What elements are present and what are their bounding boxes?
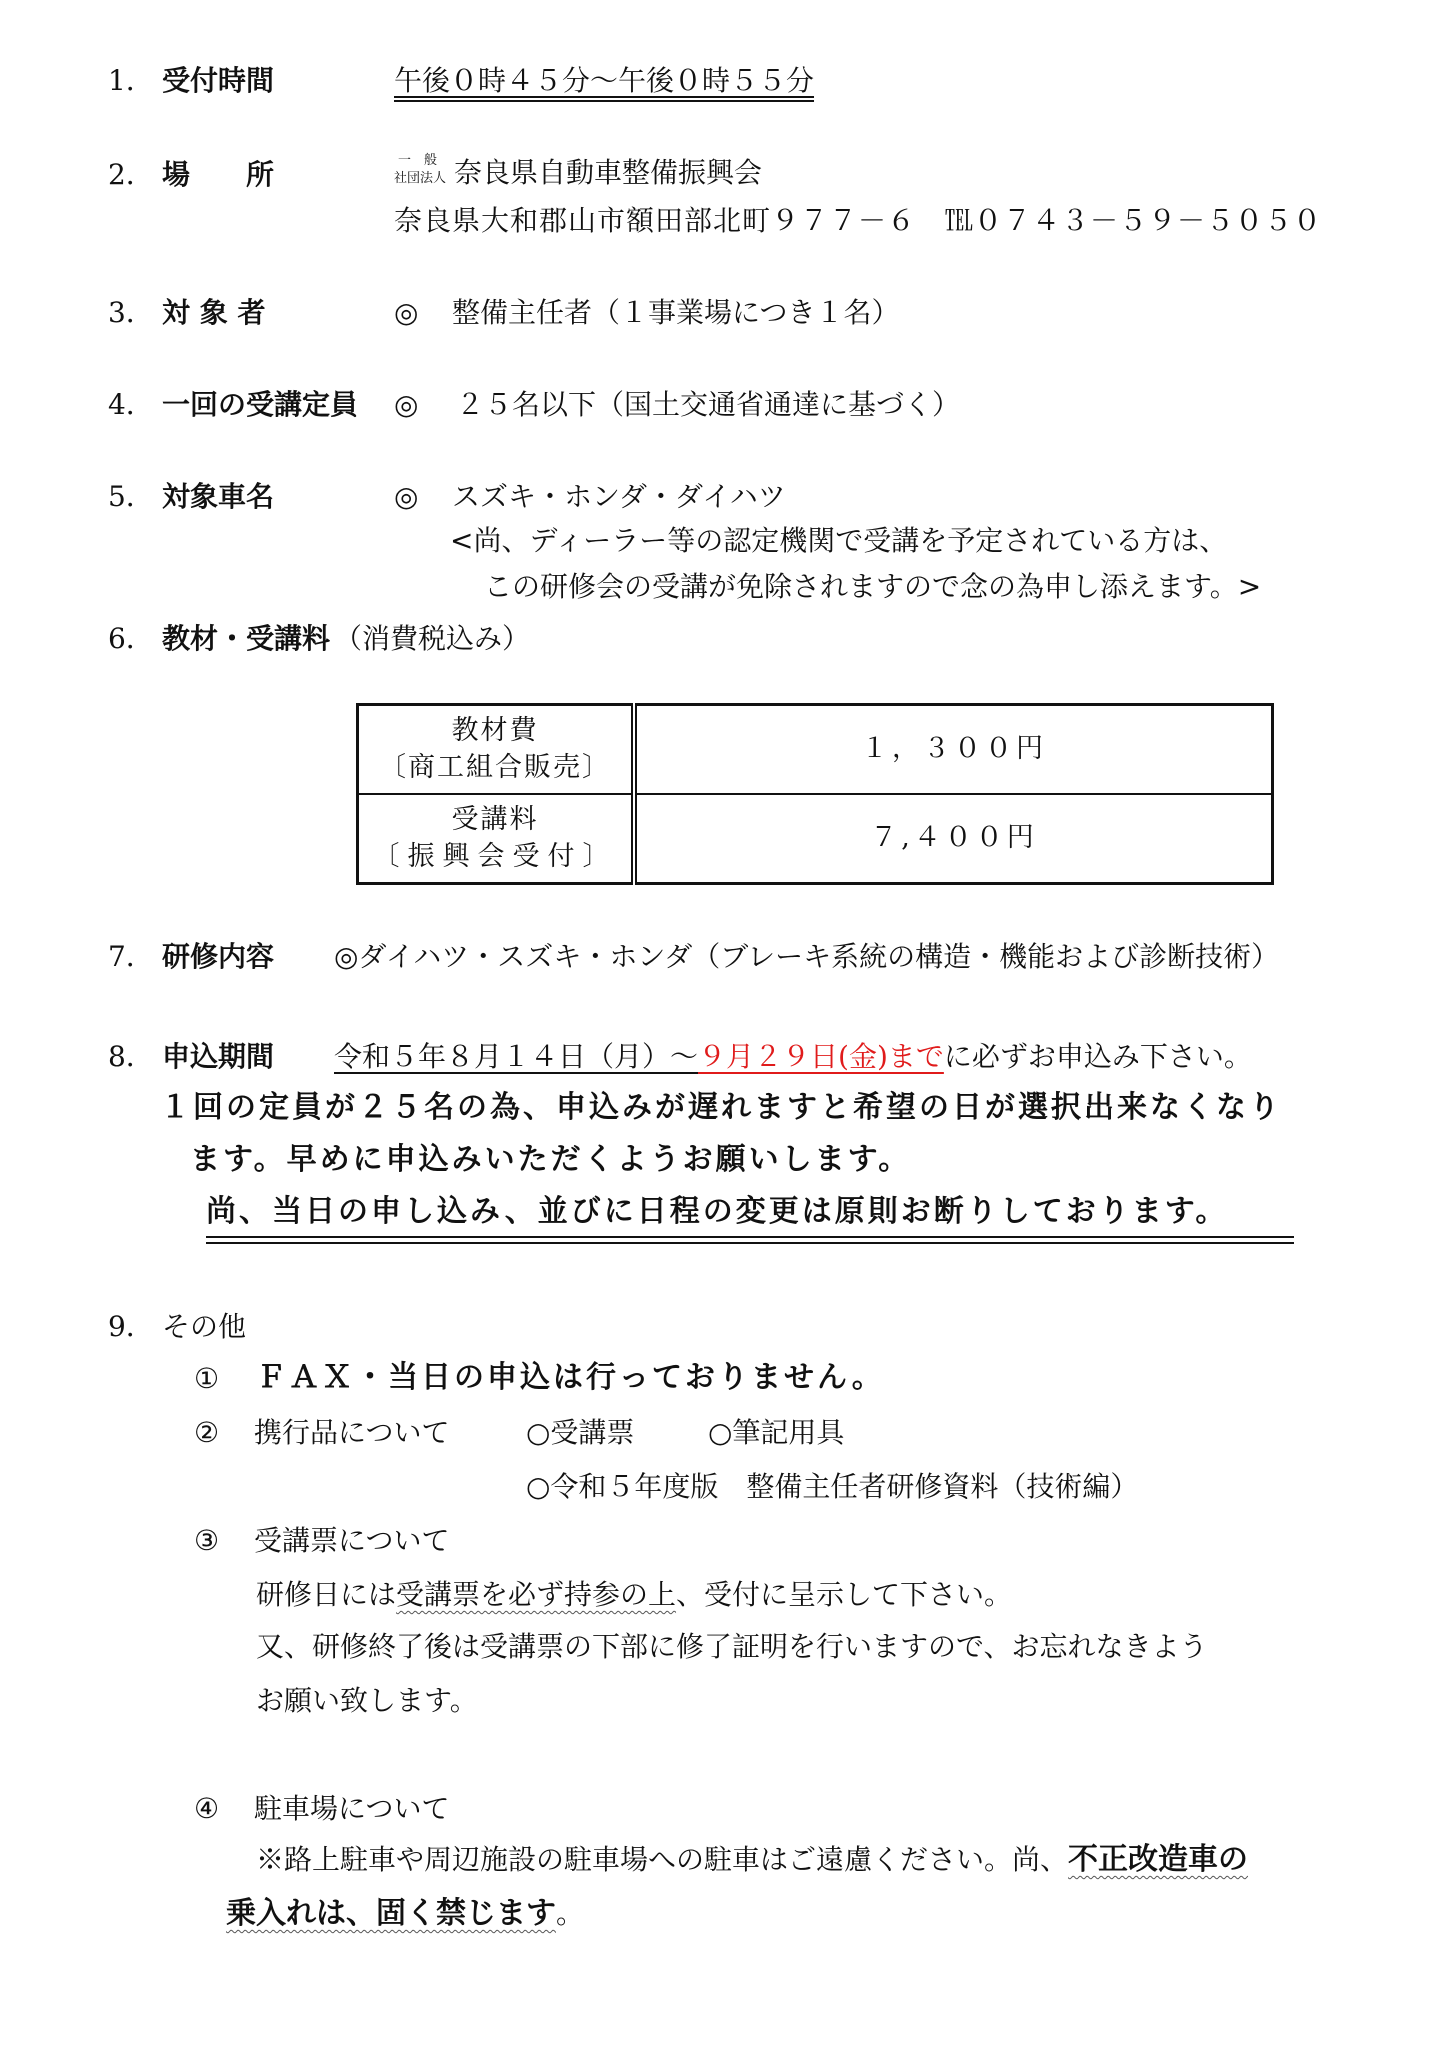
fee-price: １，３００円 [634,705,1273,795]
application-period [334,1040,1252,1074]
org-prefix-top: 一 般 [398,153,438,168]
period-tail: に必ずお申込み下さい。 [943,1040,1252,1073]
item-1-mark: ① [194,1362,220,1395]
section-3-label: 対 象 者 [162,296,266,329]
ticket-text-emphasis: 受講票を必ず持参の上 [396,1578,677,1611]
fee-price: ７,４００円 [634,794,1273,884]
target-persons: 整備主任者（１事業場につき１名） [452,296,900,329]
section-5-mark: ◎ [394,480,419,513]
period-start: 令和５年８月１４日（月）～ [334,1040,699,1073]
parking-text-emphasis: 不正改造車の [1068,1842,1249,1877]
item-3-label: 受講票について [254,1524,450,1557]
section-7-label: 研修内容 [162,940,275,973]
org-prefix-bottom: 社団法人 [394,171,447,186]
section-8-number: 8． [108,1040,154,1073]
item-4-mark: ④ [194,1792,220,1825]
no-fax-notice: ＦＡＸ・当日の申込は行っておりません。 [256,1360,885,1395]
ticket-text-c: 、受付に呈示して下さい。 [676,1578,1013,1611]
item-2-mark: ② [194,1416,220,1449]
ticket-text-a: 研修日には [256,1578,397,1611]
section-6-tax-note: （消費税込み） [334,622,531,655]
fee-name: 教材費 [451,715,539,747]
section-2-number: 2． [108,158,154,191]
capacity-warning-line2: ます。早めに申込みいただくようお願いします。 [190,1142,912,1177]
fee-sub: 〔振興会受付〕 [372,840,618,872]
parking-text-end: 。 [556,1897,585,1930]
parking-text-emphasis-2: 乗入れは、固く禁じます [226,1896,556,1931]
ticket-instruction-line2: 又、研修終了後は受講票の下部に修了証明を行いますので、お忘れなきよう [256,1630,1208,1663]
section-7-number: 7． [108,940,154,973]
section-5-label: 対象車名 [162,480,275,513]
section-4-mark: ◎ [394,388,419,421]
table-row [358,794,1273,884]
no-same-day-notice: 尚、当日の申し込み、並びに日程の変更は原則お断りしております。 [206,1194,1229,1229]
carry-item-ticket: ○受講票 [526,1416,635,1449]
training-content: ◎ダイハツ・スズキ・ホンダ（ブレーキ系統の構造・機能および診断技術） [334,940,1280,973]
ticket-instruction-line1 [256,1578,1012,1612]
exemption-note-line1: <尚、ディーラー等の認定機関で受講を予定されている方は、 [450,524,1228,557]
section-1-number: 1． [108,64,154,97]
item-2-label: 携行品について [254,1416,450,1449]
fee-label-cell [358,705,635,795]
section-3-mark: ◎ [394,296,419,329]
parking-notice-line1 [256,1842,1248,1878]
section-4-number: 4． [108,388,154,421]
section-8-label: 申込期間 [162,1040,275,1073]
section-4-label: 一回の受講定員 [162,388,359,421]
fee-name: 受講料 [451,804,539,836]
section-2-label: 場 所 [162,158,275,191]
capacity: ２５名以下（国土交通省通達に基づく） [456,388,961,421]
capacity-warning-line1: １回の定員が２５名の為、申込みが遅れますと希望の日が選択出来なくなり [160,1090,1282,1125]
section-3-number: 3． [108,296,154,329]
section-9-number: 9． [108,1310,154,1343]
section-6-number: 6． [108,622,154,655]
section-1-label: 受付時間 [162,64,275,97]
item-4-label: 駐車場について [254,1792,450,1825]
reception-time: 午後０時４５分～午後０時５５分 [394,64,815,97]
section-6-label: 教材・受講料 [162,622,331,655]
ticket-instruction-line3: お願い致します。 [256,1684,478,1717]
carry-item-stationery: ○筆記用具 [708,1416,845,1449]
fee-table [356,703,1274,885]
parking-notice-line2 [226,1896,584,1932]
exemption-note-line2: この研修会の受講が免除されますので念の為申し添えます。> [484,570,1262,603]
item-3-mark: ③ [194,1524,220,1557]
fee-sub: 〔商工組合販売〕 [379,751,611,783]
organization-address: 奈良県大和郡山市額田部北町９７７－６ ℡０７４３－５９－５０５０ [394,204,1323,237]
section-5-number: 5． [108,480,154,513]
period-end: ９月２９日(金)まで [698,1040,944,1073]
section-9-label: その他 [162,1310,247,1343]
target-vehicles: スズキ・ホンダ・ダイハツ [452,480,786,513]
organization-name: 奈良県自動車整備振興会 [454,156,763,189]
parking-text-a: ※路上駐車や周辺施設の駐車場への駐車はご遠慮ください。尚、 [256,1843,1069,1876]
notice-underline [206,1236,1294,1244]
fee-label-cell [358,794,635,884]
carry-item-material: ○令和５年度版 整備主任者研修資料（技術編） [526,1470,1139,1503]
table-row [358,705,1273,795]
